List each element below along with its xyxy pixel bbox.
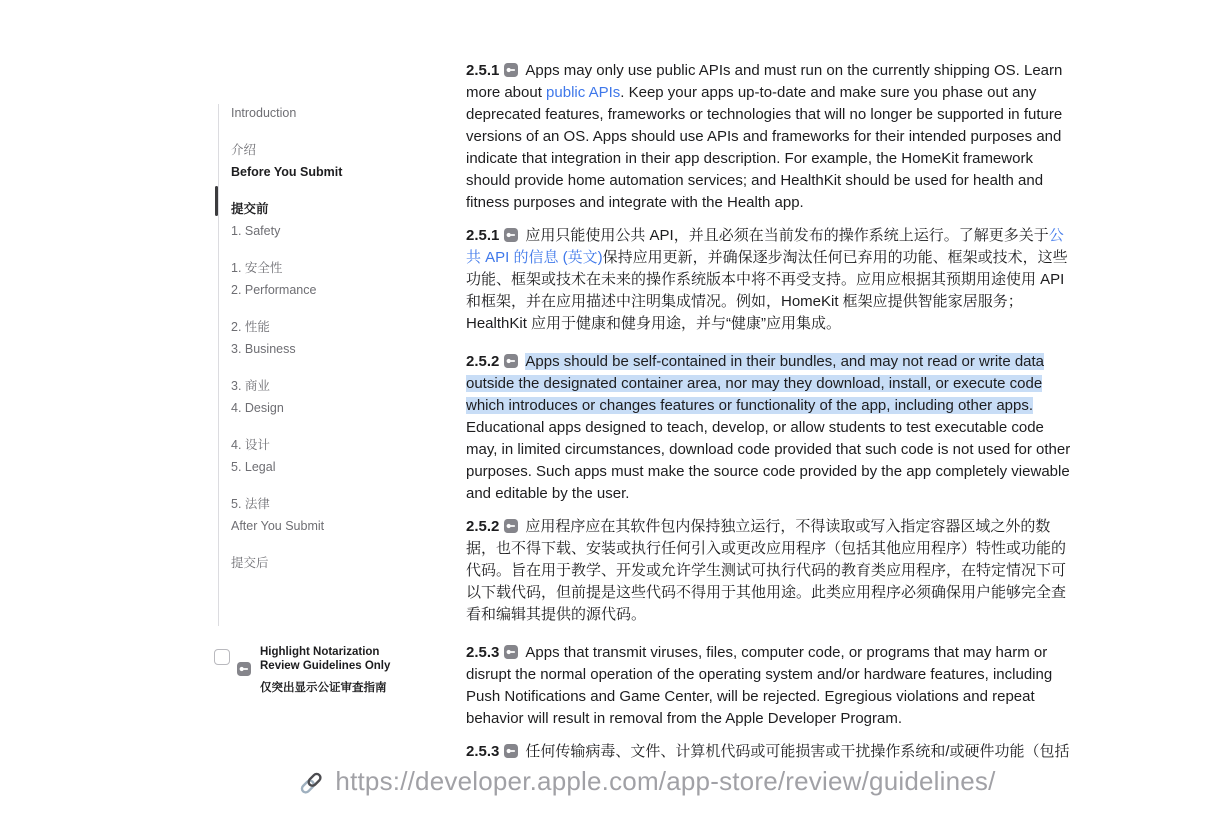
sidebar-scroll-indicator <box>215 186 218 216</box>
filter-label-en: Highlight Notarization Review Guidelines Only <box>260 646 391 672</box>
sidebar-item-3-en[interactable]: 2. Performance <box>231 283 317 297</box>
filter-label-zh: 仅突出显示公证审查指南 <box>260 682 387 694</box>
sidebar-item-6-en[interactable]: 5. Legal <box>231 460 276 474</box>
sidebar-item-0-en[interactable]: Introduction <box>231 106 297 120</box>
sidebar-item-0-zh[interactable]: 介绍 <box>231 143 257 157</box>
sidebar-item-5-zh[interactable]: 4. 设计 <box>231 438 270 452</box>
notarization-filter-checkbox[interactable] <box>214 649 230 665</box>
source-url-bar <box>0 766 1230 797</box>
link-icon <box>298 770 324 796</box>
guideline-2.5.2-en <box>466 351 1078 505</box>
inline-link[interactable]: 公共 API 的信息 (英文) <box>466 227 1064 266</box>
notarization-icon <box>504 228 518 242</box>
sidebar-item-2-en[interactable]: 1. Safety <box>231 224 281 238</box>
guideline-2.5.1-en <box>466 60 1078 214</box>
notarization-icon <box>504 744 518 758</box>
guideline-number: 2.5.1 <box>466 62 500 79</box>
notarization-icon <box>504 63 518 77</box>
sidebar-item-3-zh[interactable]: 2. 性能 <box>231 320 270 334</box>
guideline-2.5.2-zh <box>466 516 1078 626</box>
guideline-text: . Keep your apps up-to-date and make sure you phase out any deprecated features, frameworks or technologies that will no longer be supported in future versions of an OS. Apps should use APIs and frameworks for their intended purposes and indicate that integration in their app description. For example, the HomeKit framework should provide home automation services; and HealthKit should be used for health and fitness purposes and integrate with the Health app. <box>466 84 1063 211</box>
guideline-text: Educational apps designed to teach, develop, or allow students to test executable code may, in limited circumstances, download code provided that such code is not used for other purposes. Such apps must make the source code provided by the app completely viewable and editable by the user. <box>466 419 1071 502</box>
notarization-icon <box>237 662 251 681</box>
sidebar-item-5-en[interactable]: 4. Design <box>231 401 284 415</box>
inline-link[interactable]: public APIs <box>546 84 621 101</box>
guideline-2.5.1-zh <box>466 225 1078 335</box>
selected-text: Apps should be self-contained in their bundles, and may not read or write data outside the designated container area, nor may they download, install, or execute code which introduces or changes features or functionality of the app, including other apps. <box>466 353 1045 414</box>
notarization-filter-labels <box>260 645 420 695</box>
guideline-text: 应用程序应在其软件包内保持独立运行，不得读取或写入指定容器区域之外的数据，也不得下载、安装或执行任何引入或更改应用程序（包括其他应用程序）特性或功能的代码。旨在用于教学、开发或允许学生测试可执行代码的教育类应用程序，在特定情况下可以下载代码，但前提是这些代码不得用于其他用途。此类应用程序必须确保用户能够完全查看和编辑其提供的源代码。 <box>466 518 1067 623</box>
sidebar-item-1-zh[interactable]: 提交前 <box>231 202 269 216</box>
notarization-filter[interactable] <box>214 645 454 695</box>
sidebar-item-4-en[interactable]: 3. Business <box>231 342 296 356</box>
sidebar-item-4-zh[interactable]: 3. 商业 <box>231 379 270 393</box>
notarization-icon <box>504 519 518 533</box>
guidelines-content <box>466 60 1078 779</box>
guideline-number: 2.5.3 <box>466 644 500 661</box>
guideline-text: 应用只能使用公共 API，并且必须在当前发布的操作系统上运行。了解更多关于 <box>525 227 1049 244</box>
guideline-2.5.3-zh <box>466 741 1078 763</box>
guideline-text: 任何传输病毒、文件、计算机代码或可能损害或干扰操作系统和/或硬件功能（包括 <box>525 743 1070 760</box>
notarization-icon <box>504 354 518 368</box>
guideline-text: 保持应用更新，并确保逐步淘汰任何已弃用的功能、框架或技术，这些功能、框架或技术在未来的操作系统版本中将不再受支持。应用应根据其预期用途使用 API 和框架，并在应用描述中注明集成情况。例如，HomeKit 框架应提供智能家居服务；HealthKit 应用于健康和健身用途，并与“健康”应用集成。 <box>466 249 1068 332</box>
sidebar-item-7-en[interactable]: After You Submit <box>231 519 325 533</box>
guideline-2.5.3-en <box>466 642 1078 730</box>
guideline-number: 2.5.2 <box>466 518 500 535</box>
sidebar-item-6-zh[interactable]: 5. 法律 <box>231 497 270 511</box>
sidebar-item-2-zh[interactable]: 1. 安全性 <box>231 261 283 275</box>
sidebar-nav <box>231 106 441 578</box>
guideline-number: 2.5.3 <box>466 743 500 760</box>
guideline-number: 2.5.2 <box>466 353 500 370</box>
guideline-number: 2.5.1 <box>466 227 500 244</box>
source-url[interactable]: https://developer.apple.com/app-store/review/guidelines/ <box>335 766 996 796</box>
notarization-icon <box>504 645 518 659</box>
sidebar-item-1-en[interactable]: Before You Submit <box>231 165 343 179</box>
guideline-text: Apps may only use public APIs and must run on the currently shipping OS. Learn more about <box>466 62 1063 101</box>
sidebar-divider <box>218 104 219 626</box>
sidebar-item-7-zh[interactable]: 提交后 <box>231 556 269 570</box>
guideline-text: Apps that transmit viruses, files, computer code, or programs that may harm or disrupt the normal operation of the operating system and/or hardware features, including Push Notifications and Game Center, will be rejected. Egregious violations and repeat behavior will result in removal from the Apple Developer Program. <box>466 644 1053 727</box>
